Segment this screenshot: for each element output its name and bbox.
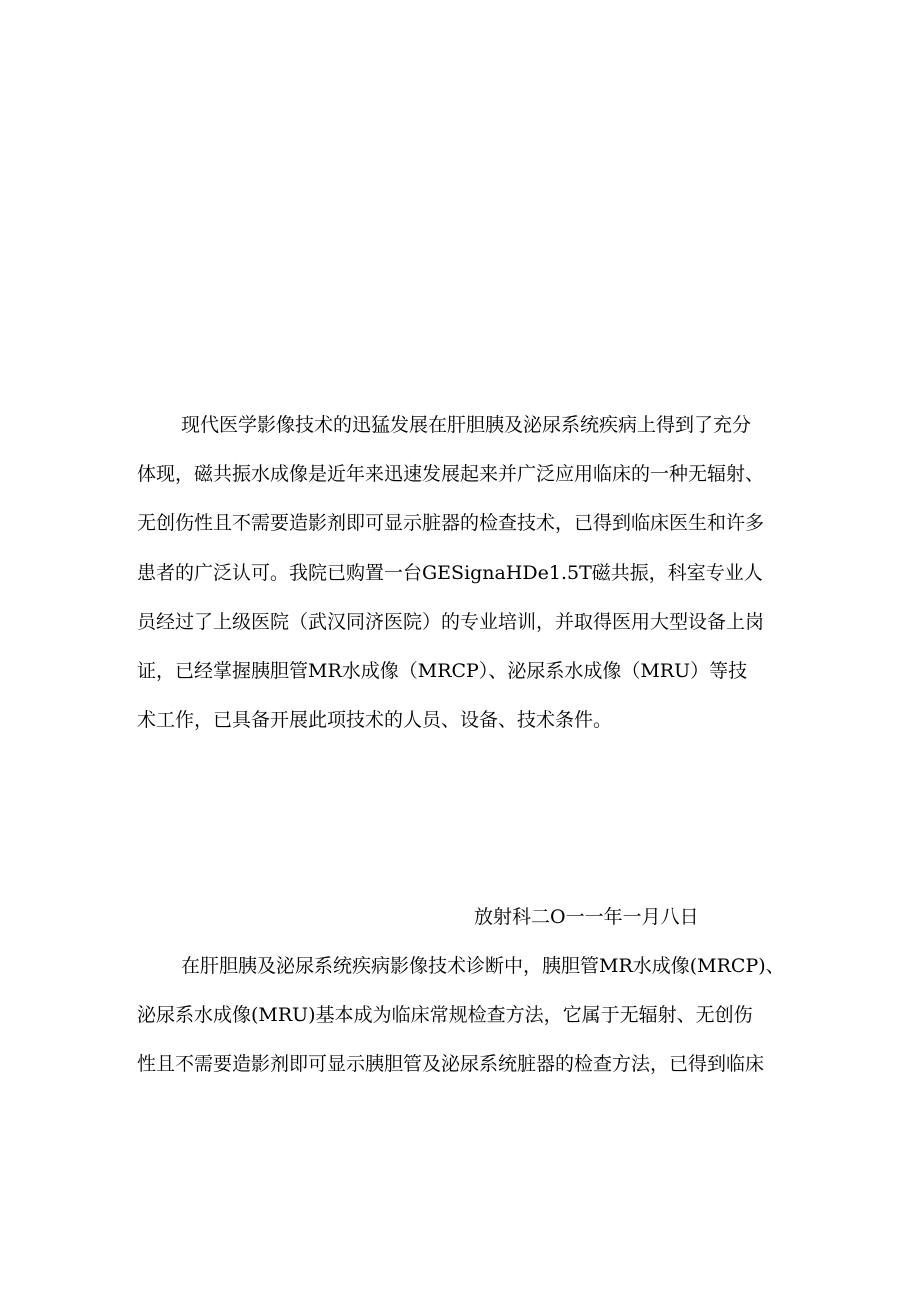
paragraph-1-line-3: 无创伤性且不需要造影剂即可显示脏器的检查技术，已得到临床医生和许多 [137, 512, 765, 534]
paragraph-1-line-7: 术工作，已具备开展此项技术的人员、设备、技术条件。 [137, 709, 613, 731]
paragraph-2-line-1: 在肝胆胰及泌尿系统疾病影像技术诊断中，胰胆管MR水成像(MRCP)、 [181, 955, 785, 977]
signature-date: 放射科二O一一年一月八日 [474, 906, 699, 928]
paragraph-2-line-3: 性且不需要造影剂即可显示胰胆管及泌尿系统脏器的检查方法，已得到临床 [137, 1053, 765, 1075]
paragraph-1-line-4: 患者的广泛认可。我院已购置一台GESignaHDe1.5T磁共振，科室专业人 [137, 562, 763, 584]
paragraph-2-line-2: 泌尿系水成像(MRU)基本成为临床常规检查方法，它属于无辐射、无创伤 [137, 1004, 753, 1026]
paragraph-1-line-6: 证，已经掌握胰胆管MR水成像（MRCP）、泌尿系水成像（MRU）等技 [137, 660, 748, 682]
paragraph-1-line-1: 现代医学影像技术的迅猛发展在肝胆胰及泌尿系统疾病上得到了充分 [181, 414, 752, 436]
paragraph-1-line-5: 员经过了上级医院（武汉同济医院）的专业培训，并取得医用大型设备上岗 [137, 611, 765, 633]
paragraph-1-line-2: 体现，磁共振水成像是近年来迅速发展起来并广泛应用临床的一种无辐射、 [137, 463, 765, 485]
